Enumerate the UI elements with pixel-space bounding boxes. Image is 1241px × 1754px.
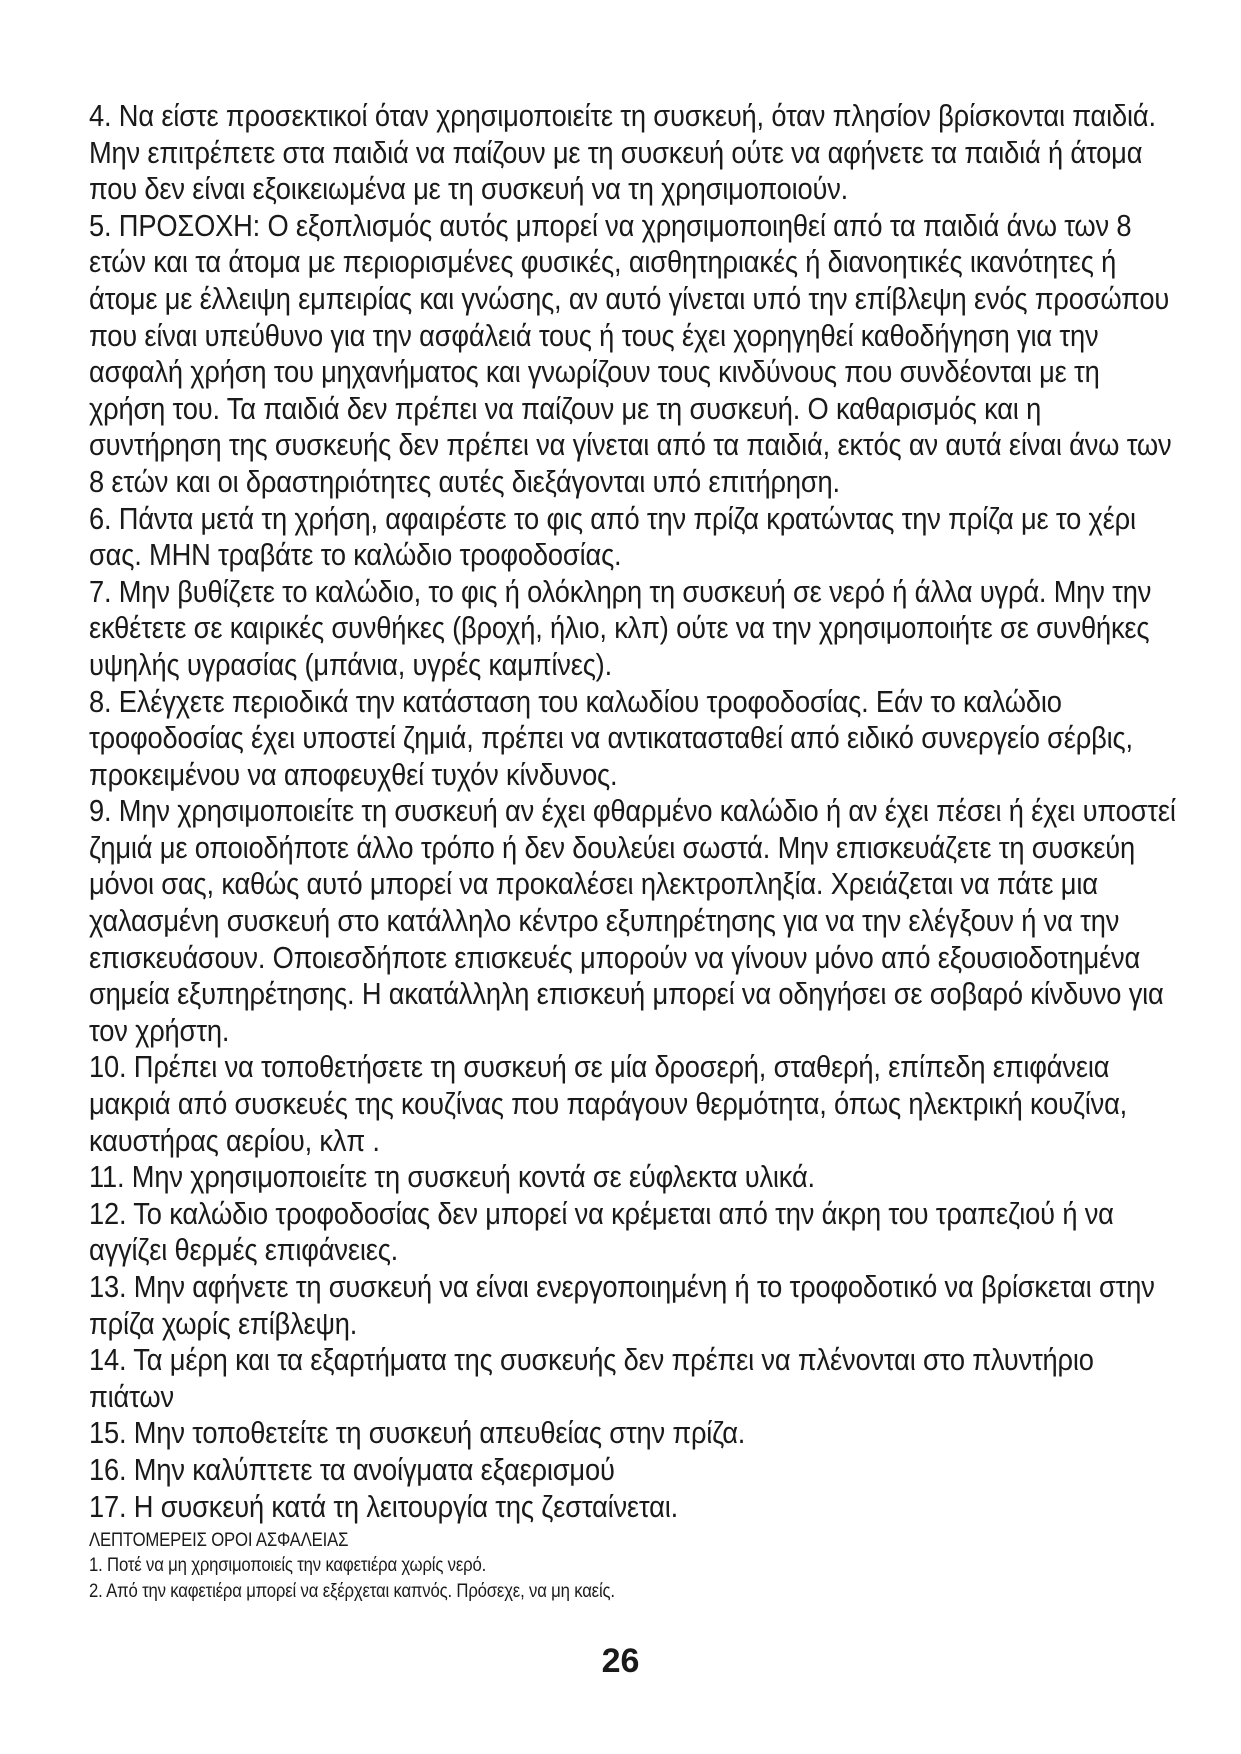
safety-item-9: 9. Μην χρησιμοποιείτε τη συσκευή αν έχει φθαρμένο καλώδιο ή αν έχει πέσει ή έχει υποστεί ζημιά με οποιοδήποτε άλλο τρόπο ή δεν δουλεύει σωστά. Μην επισκευάζετε τη συσκεύη μόνοι σας, καθώς αυτό μπορεί να προκαλέσει ηλεκτροπληξία. Χρειάζεται να πάτε μια χαλασμένη συσκευή στο κατάλληλο κέντρο εξυπηρέτησης για να την ελέγξουν ή να την επισκευάσουν. Οποιεσδήποτε επισκευές μπορούν να γίνουν μόνο από εξουσιοδοτημένα σημεία εξυπηρέτησης. Η ακατάλληλη επισκευή μπορεί να οδηγήσει σε σοβαρό κίνδυνο για τον χρήστη. [89, 793, 1176, 1048]
safety-item-11: 11. Μην χρησιμοποιείτε τη συσκευή κοντά σε εύφλεκτα υλικά. [89, 1159, 815, 1195]
safety-item-15: 15. Μην τοποθετείτε τη συσκευή απευθείας στην πρίζα. [89, 1415, 746, 1451]
safety-item-14: 14. Τα μέρη και τα εξαρτήματα της συσκευής δεν πρέπει να πλένονται στο πλυντήριο πιάτων [89, 1342, 1094, 1414]
safety-item-12: 12. Το καλώδιο τροφοδοσίας δεν μπορεί να κρέμεται από την άκρη του τραπεζιού ή να αγγίζει θερμές επιφάνειες. [89, 1195, 1114, 1268]
safety-item-6: 6. Πάντα μετά τη χρήση, αφαιρέστε το φις από την πρίζα κρατώντας την πρίζα με το χέρι σας. ΜΗΝ τραβάτε το καλώδιο τροφοδοσίας. [89, 500, 1136, 573]
safety-item-13: 13. Μην αφήνετε τη συσκευή να είναι ενεργοποιημένη ή το τροφοδοτικό να βρίσκεται στην πρίζα χωρίς επίβλεψη. [89, 1269, 1155, 1341]
detailed-safety-heading: ΛΕΠΤΟΜΕΡΕΙΣ ΟΡΟΙ ΑΣΦΑΛΕΙΑΣ [89, 1530, 349, 1552]
safety-item-4: 4. Να είστε προσεκτικοί όταν χρησιμοποιείτε τη συσκευή, όταν πλησίον βρίσκονται παιδιά. Μην επιτρέπετε στα παιδιά να παίζουν με τη συσκευή ούτε να αφήνετε τα παιδιά ή άτομα που δεν είναι εξοικειωμένα με τη συσκευή να τη χρησιμοποιούν. [89, 98, 1156, 207]
detailed-safety-item-2: 2. Από την καφετιέρα μπορεί να εξέρχεται καπνός. Πρόσεχε, να μη καείς. [89, 1581, 615, 1603]
safety-item-16: 16. Μην καλύπτετε τα ανοίγματα εξαερισμού [89, 1451, 615, 1487]
document-body [89, 98, 1176, 1605]
detailed-safety-item-1: 1. Ποτέ να μη χρησιμοποιείς την καφετιέρα χωρίς νερό. [89, 1555, 487, 1577]
safety-item-17: 17. Η συσκευή κατά τη λειτουργία της ζεσταίνεται. [89, 1488, 679, 1524]
page-number: 26 [601, 1642, 640, 1680]
safety-item-7: 7. Μην βυθίζετε το καλώδιο, το φις ή ολόκληρη τη συσκευή σε νερό ή άλλα υγρά. Μην την εκθέτετε σε καιρικές συνθήκες (βροχή, ήλιο, κλπ) ούτε να την χρησιμοποιήτε σε συνθήκες υψηλής υγρασίας (μπάνια, υγρές καμπίνες). [89, 573, 1152, 682]
safety-item-10: 10. Πρέπει να τοποθετήσετε τη συσκευή σε μία δροσερή, σταθερή, επίπεδη επιφάνεια μακριά από συσκευές της κουζίνας που παράγουν θερμότητα, όπως ηλεκτρική κουζίνα, καυστήρας αερίου, κλπ . [89, 1049, 1128, 1158]
safety-item-5: 5. ΠΡΟΣΟΧΗ: Ο εξοπλισμός αυτός μπορεί να χρησιμοποιηθεί από τα παιδιά άνω των 8 ετών και τα άτομα με περιορισμένες φυσικές, αισθητηριακές ή διανοητικές ικανότητες ή άτομε με έλλειψη εμπειρίας και γνώσης, αν αυτό γίνεται υπό την επίβλεψη ενός προσώπου που είναι υπεύθυνο για την ασφάλειά τους ή τους έχει χορηγηθεί καθοδήγηση για την ασφαλή χρήση του μηχανήματος και γνωρίζουν τους κινδύνους που συνδέονται με τη χρήση του. Τα παιδιά δεν πρέπει να παίζουν με τη συσκευή. Ο καθαρισμός και η συντήρηση της συσκευής δεν πρέπει να γίνεται από τα παιδιά, εκτός αν αυτά είναι άνω των 8 ετών και οι δραστηριότητες αυτές διεξάγονται υπό επιτήρηση. [89, 207, 1172, 499]
safety-item-8: 8. Ελέγχετε περιοδικά την κατάσταση του καλωδίου τροφοδοσίας. Εάν το καλώδιο τροφοδοσίας έχει υποστεί ζημιά, πρέπει να αντικατασταθεί από ειδικό συνεργείο σέρβις, προκειμένου να αποφευχθεί τυχόν κίνδυνος. [89, 683, 1133, 792]
